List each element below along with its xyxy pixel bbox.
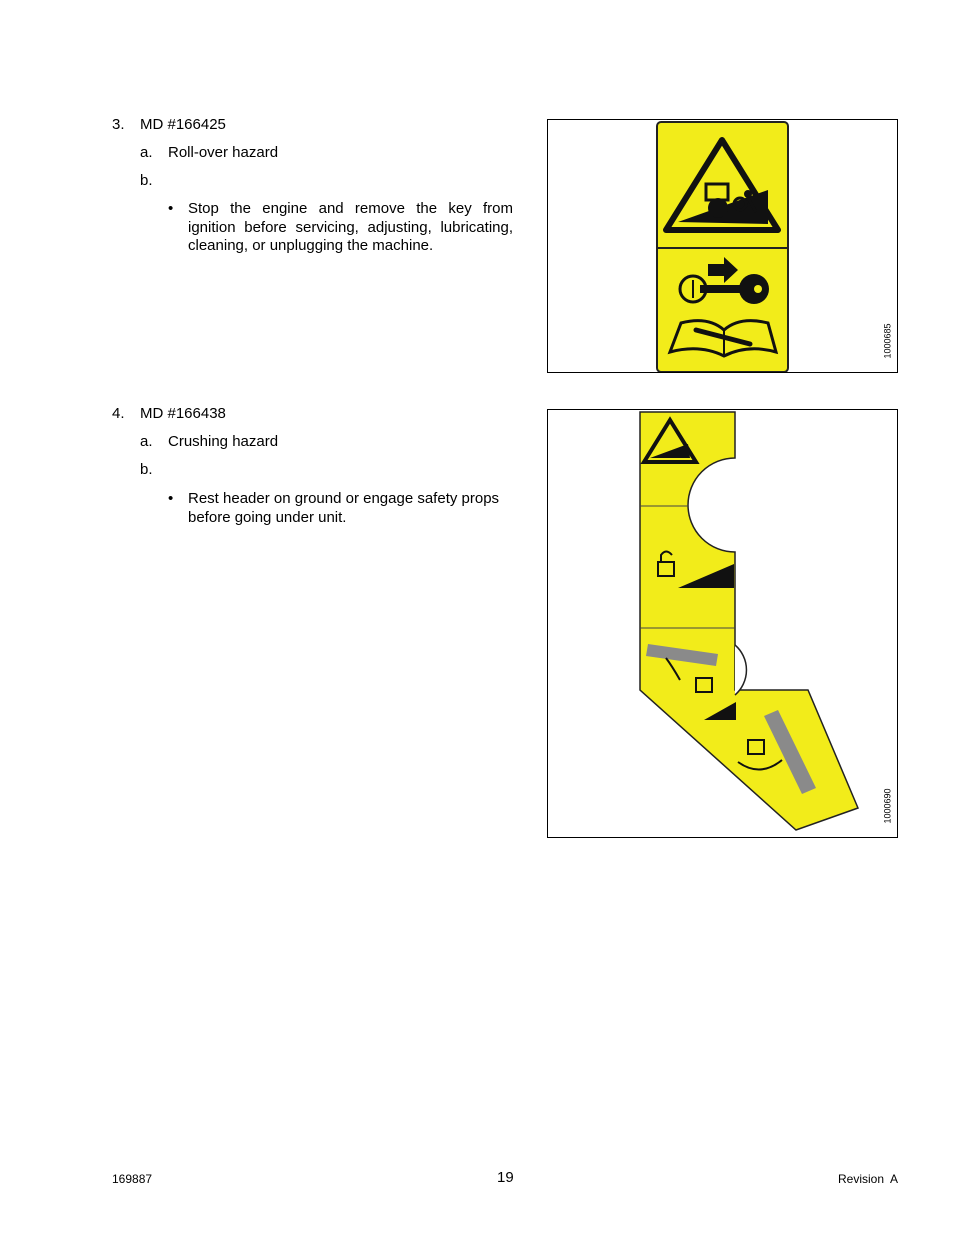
item-4-a-label: a.	[140, 433, 153, 450]
item-3-number: 3.	[112, 116, 125, 133]
tractor-wheel-icon	[708, 198, 728, 218]
item-3-bullet-text: Stop the engine and remove the key from ignition before servicing, adjusting, lubricating, cleaning, or unplugging the machine.	[188, 200, 513, 254]
crushing-decal-image	[548, 410, 897, 837]
item-4-bullet: •	[168, 490, 174, 507]
item-3-b-label: b.	[140, 172, 153, 189]
footer-page-number: 19	[497, 1169, 514, 1186]
item-4-title: MD #166438	[140, 405, 226, 422]
item-3-title: MD #166425	[140, 116, 226, 133]
item-4-bullet-text: Rest header on ground or engage safety props before going under unit.	[188, 490, 500, 526]
footer-doc-number: 169887	[112, 1172, 153, 1186]
rollover-decal-image	[548, 120, 897, 372]
item-3-a-text: Roll-over hazard	[168, 144, 279, 161]
figure-1-id: 1000685	[882, 323, 893, 359]
figure-2-id: 1000690	[882, 788, 893, 824]
figure-decal-166438	[547, 409, 898, 838]
item-4-a-text: Crushing hazard	[168, 433, 279, 450]
item-3-a-label: a.	[140, 144, 153, 161]
footer-revision: Revision A	[838, 1172, 899, 1186]
item-3-bullet: •	[168, 200, 174, 217]
item-4-number: 4.	[112, 405, 125, 422]
item-4-b-label: b.	[140, 461, 153, 478]
figure-decal-166425	[547, 119, 898, 373]
